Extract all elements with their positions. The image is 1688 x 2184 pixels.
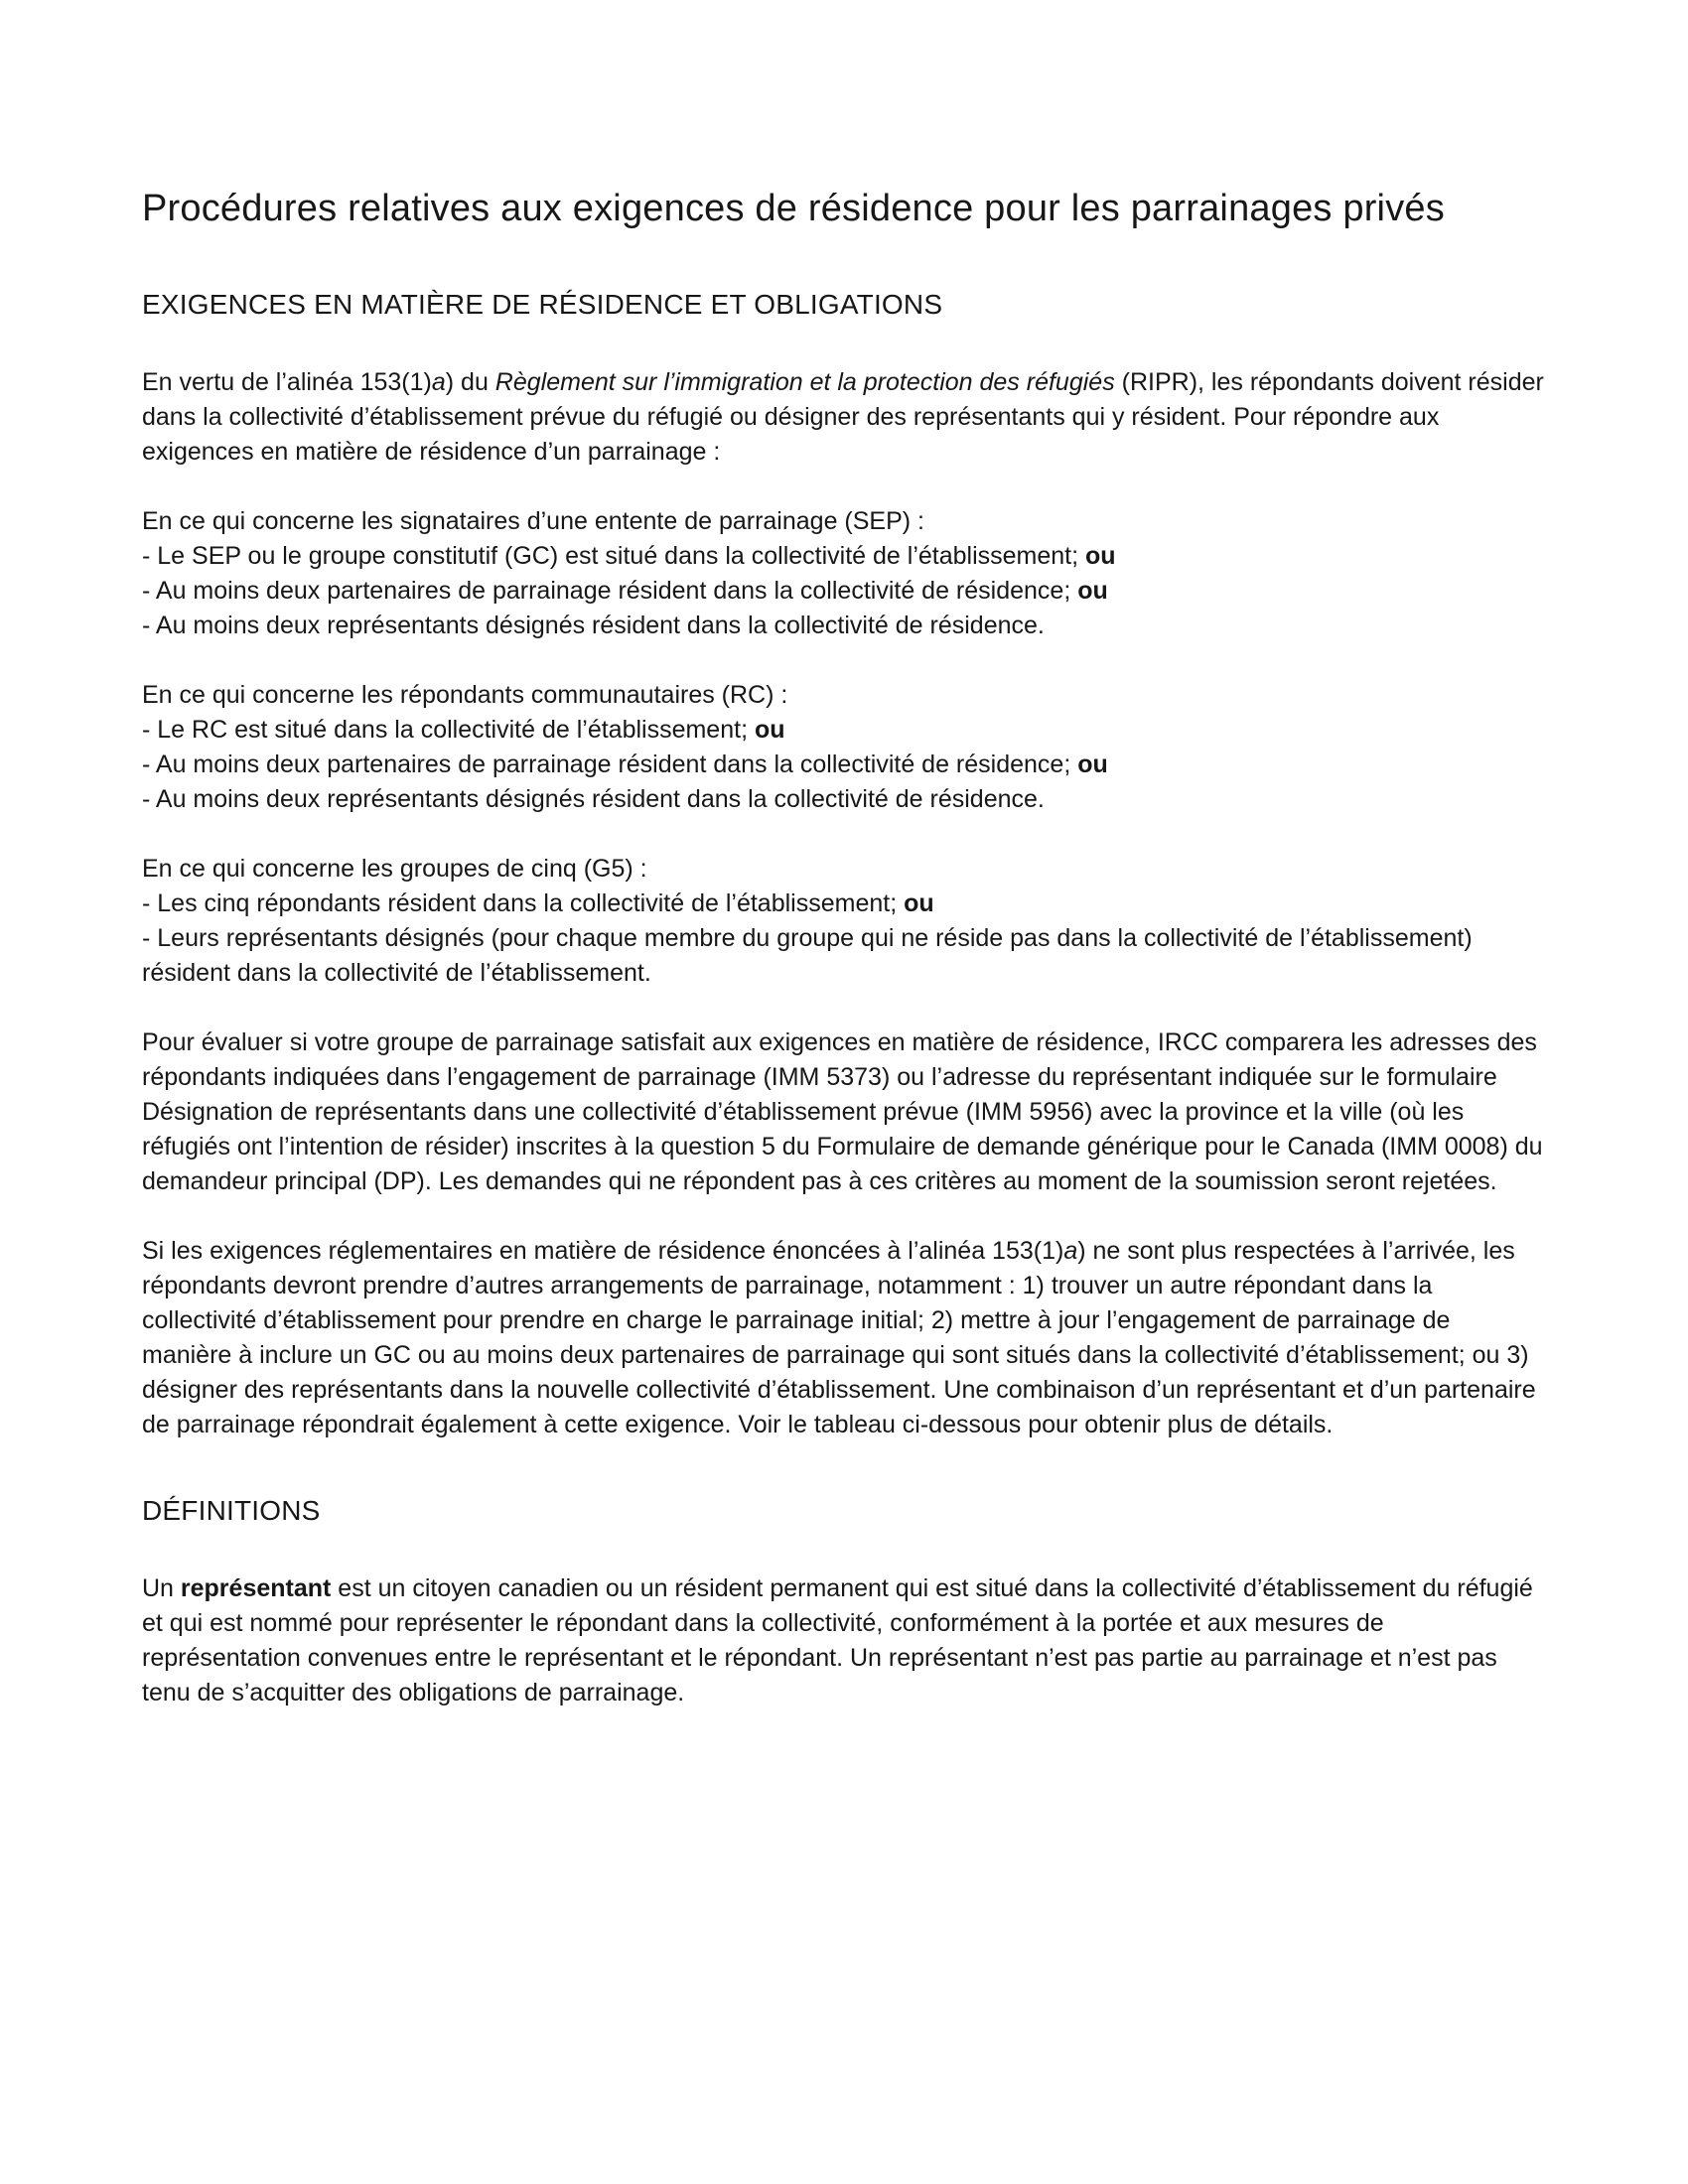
text-run: Si les exigences réglementaires en matière de résidence énoncées à l’alinéa 153(1) bbox=[142, 1237, 1064, 1265]
text-run: En vertu de l’alinéa 153(1) bbox=[142, 368, 432, 396]
text-run: En ce qui concerne les groupes de cinq (G5) : bbox=[142, 855, 647, 883]
text-run: ou bbox=[1085, 542, 1116, 570]
text-run: Règlement sur l’immigration et la protection des réfugiés bbox=[494, 368, 1115, 396]
paragraph-representative-definition bbox=[142, 1571, 1546, 1710]
text-run: - Au moins deux partenaires de parrainage résident dans la collectivité de résidence; bbox=[142, 751, 1078, 778]
text-run: représentant bbox=[180, 1574, 332, 1602]
section-heading-definitions bbox=[142, 1492, 1546, 1530]
paragraph-address-comparison bbox=[142, 1025, 1546, 1199]
text-run: DÉFINITIONS bbox=[142, 1495, 321, 1526]
text-run: (RIPR), les répondants doivent résider dans la collectivité d’établissement prévue du réfugié ou désigner des représentants qui y résident. Pour répondre aux exigences en matière de résidence d’un parrainage : bbox=[142, 368, 1544, 466]
text-run: Procédures relatives aux exigences de résidence pour les parrainages privés bbox=[142, 188, 1445, 229]
text-run: a bbox=[431, 368, 446, 396]
text-run: Un bbox=[142, 1574, 181, 1602]
text-run: - Le SEP ou le groupe constitutif (GC) est situé dans la collectivité de l’établissement; bbox=[142, 542, 1086, 570]
text-run: ) du bbox=[445, 368, 495, 396]
text-run: ou bbox=[904, 889, 934, 917]
text-run: - Au moins deux représentants désignés résident dans la collectivité de résidence. bbox=[142, 785, 1045, 813]
text-run: En ce qui concerne les signataires d’une entente de parrainage (SEP) : bbox=[142, 507, 924, 535]
text-run: ) ne sont plus respectées à l’arrivée, les répondants devront prendre d’autres arrangements de parrainage, notamment : 1) trouver un autre répondant dans la collectivité d’établissement pour prendre en charge le parrainage initial; 2) mettre à jour l’engagement de parrainage de manière à inclure un GC ou au moins deux partenaires de parrainage qui sont situés dans la collectivité d’établissement; ou 3) désigner des représentants dans la nouvelle collectivité d’établissement. Une combinaison d’un représentant et d’un partenaire de parrainage répondrait également à cette exigence. Voir le tableau ci-dessous pour obtenir plus de détails. bbox=[142, 1237, 1536, 1438]
paragraph-g5-requirements bbox=[142, 852, 1546, 991]
text-run: - Leurs représentants désignés (pour chaque membre du groupe qui ne réside pas dans la collectivité de l’établissement) résident dans la collectivité de l’établissement. bbox=[142, 924, 1473, 987]
text-run: - Au moins deux partenaires de parrainage résident dans la collectivité de résidence; bbox=[142, 577, 1078, 605]
text-run: est un citoyen canadien ou un résident permanent qui est situé dans la collectivité d’établissement du réfugié et qui est nommé pour représenter le répondant dans la collectivité, conformément à la portée et aux mesures de représentation convenues entre le représentant et le répondant. Un représentant n’est pas partie au parrainage et n’est pas tenu de s’acquitter des obligations de parrainage. bbox=[142, 1574, 1533, 1706]
document-title bbox=[142, 181, 1546, 236]
text-run: En ce qui concerne les répondants communautaires (RC) : bbox=[142, 681, 788, 709]
text-run: - Au moins deux représentants désignés résident dans la collectivité de résidence. bbox=[142, 612, 1045, 639]
text-run: ou bbox=[1077, 751, 1108, 778]
section-heading-exigences bbox=[142, 286, 1546, 324]
paragraph-sep-requirements bbox=[142, 504, 1546, 643]
text-run: ou bbox=[754, 716, 785, 744]
text-run: ou bbox=[1077, 577, 1108, 605]
text-run: EXIGENCES EN MATIÈRE DE RÉSIDENCE ET OBLIGATIONS bbox=[142, 289, 943, 320]
paragraph-intro bbox=[142, 365, 1546, 470]
paragraph-rc-requirements bbox=[142, 678, 1546, 817]
text-run: - Le RC est situé dans la collectivité de l’établissement; bbox=[142, 716, 755, 744]
text-run: a bbox=[1063, 1237, 1078, 1265]
text-run: Pour évaluer si votre groupe de parrainage satisfait aux exigences en matière de résidence, IRCC comparera les adresses des répondants indiquées dans l’engagement de parrainage (IMM 5373) ou l’adresse du représentant indiquée sur le formulaire Désignation de représentants dans une collectivité d’établissement prévue (IMM 5956) avec la province et la ville (où les réfugiés ont l’intention de résider) inscrites à la question 5 du Formulaire de demande générique pour le Canada (IMM 0008) du demandeur principal (DP). Les demandes qui ne répondent pas à ces critères au moment de la soumission seront rejetées. bbox=[142, 1028, 1543, 1195]
text-run: - Les cinq répondants résident dans la collectivité de l’établissement; bbox=[142, 889, 905, 917]
paragraph-noncompliance-options bbox=[142, 1234, 1546, 1442]
